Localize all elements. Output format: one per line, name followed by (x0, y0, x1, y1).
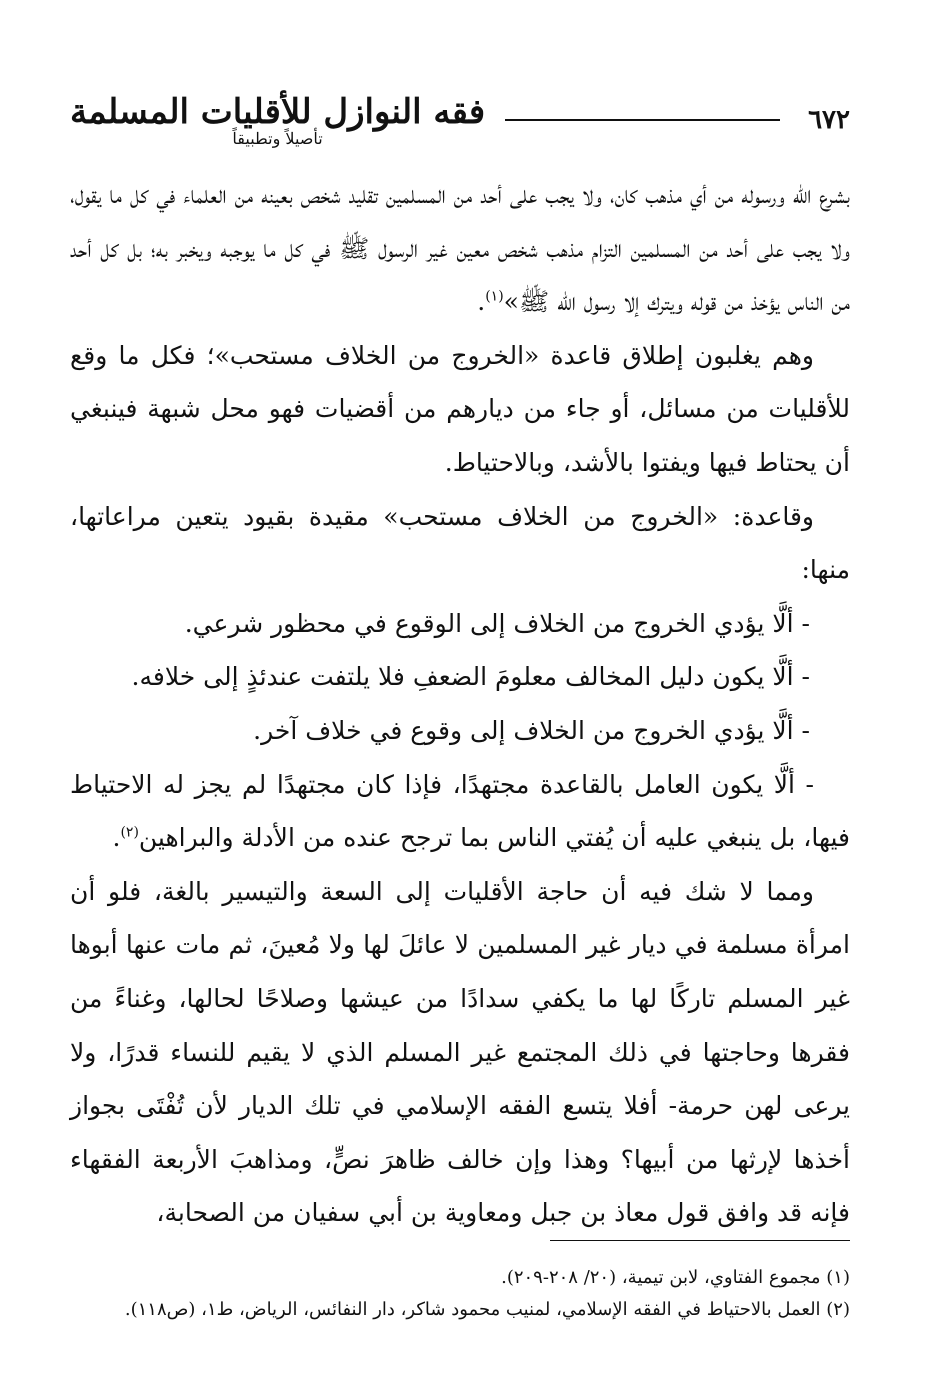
list-item: - ألَّا يؤدي الخروج من الخلاف إلى وقوع في خلاف آخر. (253, 715, 810, 745)
body-text (70, 168, 850, 1240)
paragraph-4: ومما لا شك فيه أن حاجة الأقليات إلى السعة والتيسير بالغة، فلو أن امرأة مسلمة في ديار غير المسلمين لا عائلَ لها ولا مُعينَ، ثم مات عنها أبوها غير المسلم تاركًا لها ما يكفي سدادًا من عيشها وصلاحًا لحالها، وغناءً من فقرها وحاجتها في ذلك المجتمع غير المسلم الذي لا يقيم للنساء قدرًا، ولا يرعى لهن حرمة- أفلا يتسع الفقه الإسلامي في تلك الديار لأن تُفْتَى بجواز أخذها لإرثها من أبيها؟ وهذا وإن خالف ظاهرَ نصٍّ، ومذاهبَ الأربعة الفقهاء فإنه قد وافق قول معاذ بن جبل ومعاوية بن أبي سفيان من الصحابة، (70, 876, 850, 1228)
paragraph-2: وهم يغلبون إطلاق قاعدة «الخروج من الخلاف مستحب»؛ فكل ما وقع للأقليات من مسائل، أو جاء من ديارهم من أقضيات فهو محل شبهة فينبغي أن يحتاط فيها ويفتوا بالأشد، وبالاحتياط. (70, 340, 850, 477)
list-item: - ألَّا يكون دليل المخالف معلومَ الضعفِ فلا يلتفت عندئذٍ إلى خلافه. (131, 662, 810, 692)
book-subtitle: تأصيلاً وتطبيقاً (232, 129, 323, 148)
list-item-4-end: . (112, 823, 121, 853)
list-item-4-text: - ألَّا يكون العامل بالقاعدة مجتهدًا، فإذا كان مجتهدًا لم يجز له الاحتياط فيها، بل ينبغي عليه أن يُفتي الناس بما ترجح عنده من الأدلة والبراهين (70, 769, 850, 853)
list-item: - ألَّا يؤدي الخروج من الخلاف إلى الوقوع في محظور شرعي. (184, 608, 810, 638)
paragraph-3: وقاعدة: «الخروج من الخلاف مستحب» مقيدة بقيود يتعين مراعاتها، منها: (70, 501, 850, 585)
running-title (70, 92, 485, 148)
footnote-separator (550, 1240, 850, 1241)
footnote-ref-1: (١) (485, 288, 504, 305)
page-number: ٦٧٢ (808, 105, 850, 135)
header-rule (505, 119, 780, 121)
book-title: فقه النوازل للأقليات المسلمة (70, 92, 486, 132)
paragraph-1 (70, 168, 850, 329)
list-item-4 (70, 758, 850, 865)
page-header (70, 80, 850, 160)
footnote-2: (٢) العمل بالاحتياط في الفقه الإسلامي، لمنيب محمود شاكر، دار النفائس، الرياض، ط١، (ص١١٨). (124, 1299, 850, 1320)
paragraph-1-end: . (477, 287, 486, 317)
paragraph-1-text: بشرع الله ورسوله من أي مذهب كان، ولا يجب على أحد من المسلمين تقليد شخص بعينه من العلماء في كل ما يقول، ولا يجب على أحد من المسلمين التزام مذهب شخص معين غير الرسول ﷺ في كل ما يوجبه ويخبر به؛ بل كل أحد من الناس يؤخذ من قوله ويترك إلا رسول الله ﷺ» (70, 180, 850, 317)
footnote-1: (١) مجموع الفتاوي، لابن تيمية، (٢٠/ ٢٠٨-٢٠٩). (501, 1267, 850, 1288)
footnote-ref-2: (٢) (120, 824, 139, 841)
book-page (70, 80, 850, 1340)
footnotes (70, 1262, 850, 1326)
